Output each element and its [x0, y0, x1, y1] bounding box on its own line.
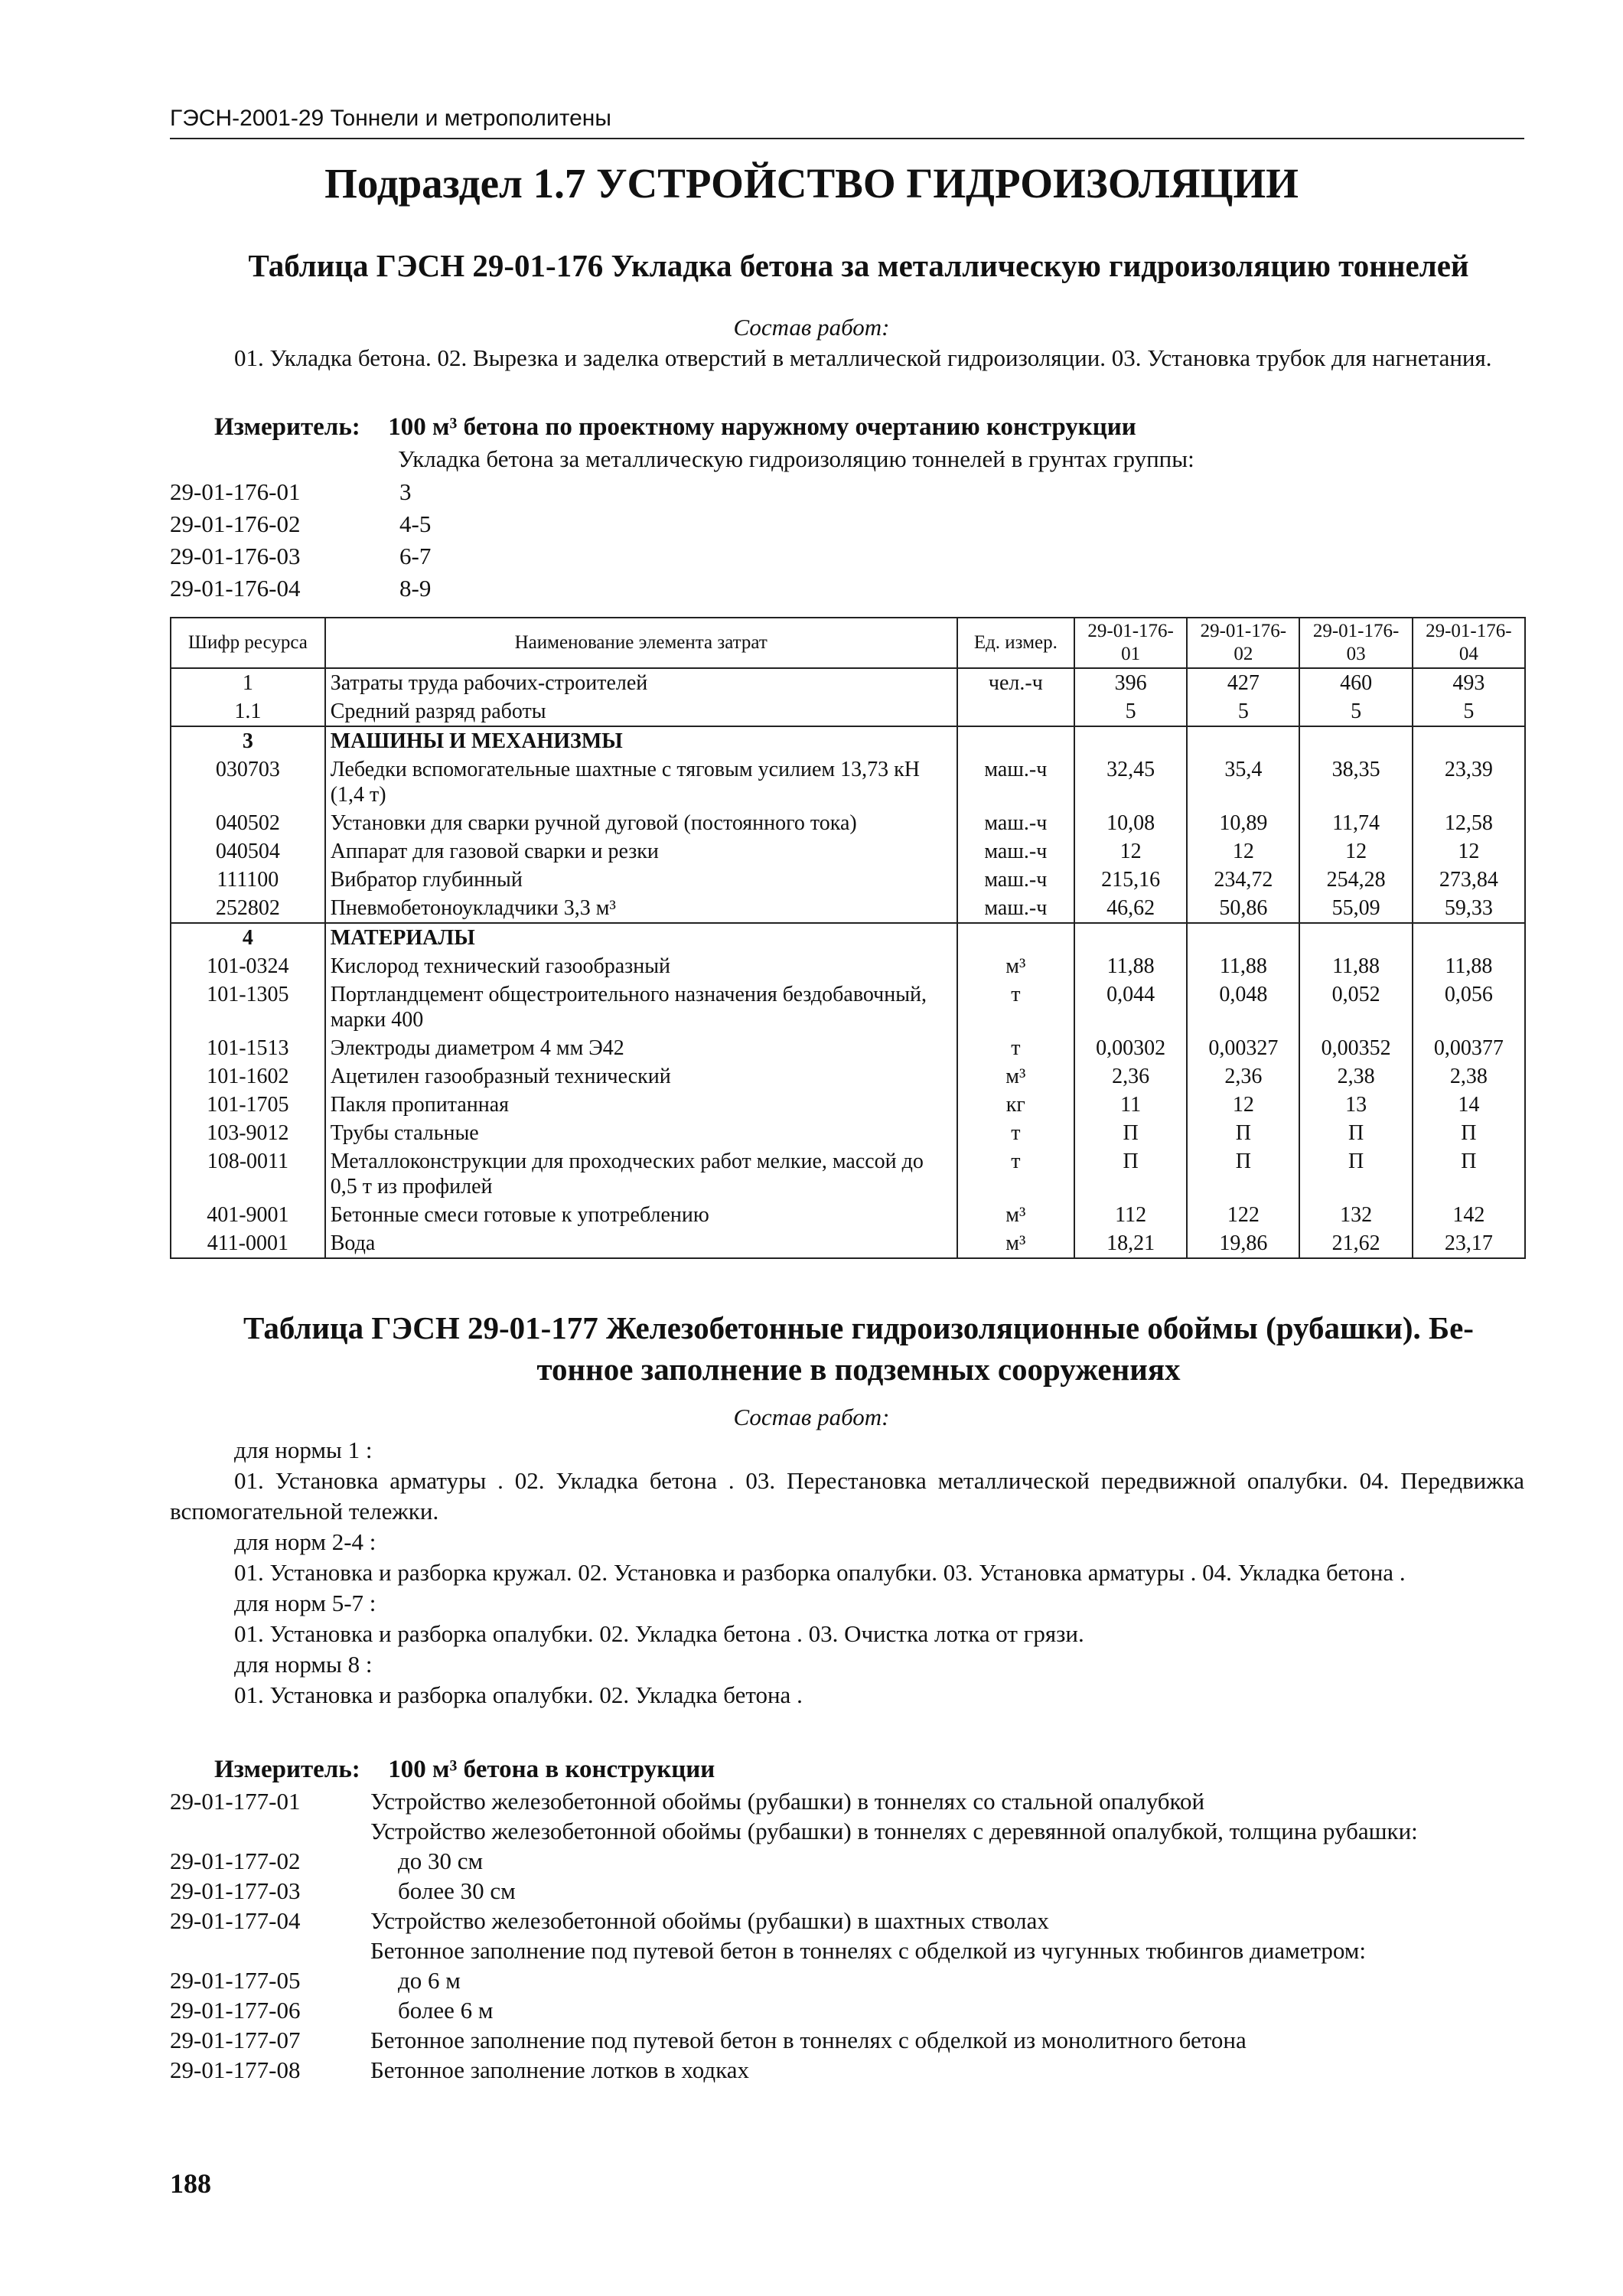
norm-description: Устройство железобетонной обоймы (рубашки) в тоннелях со стальной опалубкой — [370, 1788, 1205, 1815]
table-row — [171, 726, 1525, 755]
resource-name: Пневмобетоноукладчики 3,3 м³ — [325, 894, 957, 923]
header-norm-2: 29-01-176-02 — [1187, 618, 1299, 668]
norm-row — [170, 2025, 1532, 2055]
running-header: ГЭСН-2001-29 Тоннели и метрополитены — [170, 106, 1524, 139]
norm-code: 29-01-177-01 — [170, 1788, 301, 1815]
resource-name: Вода — [325, 1229, 957, 1258]
resource-value — [1187, 923, 1299, 952]
resource-value — [1074, 923, 1187, 952]
table-177-meter — [214, 1756, 715, 1784]
header-name: Наименование элемента затрат — [325, 618, 957, 668]
resource-value: 215,16 — [1074, 866, 1187, 894]
resource-value: 35,4 — [1187, 755, 1299, 809]
resource-code: 3 — [171, 726, 325, 755]
section-title: Подраздел 1.7 УСТРОЙСТВО ГИДРОИЗОЛЯЦИИ — [324, 160, 1299, 207]
resource-code: 101-0324 — [171, 952, 325, 980]
norm-description: Устройство железобетонной обоймы (рубашки) в шахтных стволах — [370, 1907, 1049, 1934]
resource-value: 122 — [1187, 1201, 1299, 1229]
resource-value: 59,33 — [1413, 894, 1525, 923]
resource-value: 13 — [1299, 1091, 1412, 1119]
norm-row — [170, 1816, 1532, 1846]
resource-value — [1299, 726, 1412, 755]
resource-value: 0,048 — [1187, 980, 1299, 1034]
table-176-meter — [214, 413, 1136, 442]
norm-group: 8-9 — [399, 575, 432, 602]
resource-value: 234,72 — [1187, 866, 1299, 894]
page-number: 188 — [170, 2168, 211, 2199]
resource-code: 103-9012 — [171, 1119, 325, 1147]
table-row — [171, 1034, 1525, 1062]
resource-code: 040502 — [171, 809, 325, 837]
norm-code: 29-01-176-01 — [170, 478, 301, 505]
resource-code: 1 — [171, 668, 325, 697]
resource-unit — [957, 726, 1074, 755]
resource-value: 132 — [1299, 1201, 1412, 1229]
resource-value: 2,38 — [1413, 1062, 1525, 1091]
resource-value: 460 — [1299, 668, 1412, 697]
header-unit: Ед. измер. — [957, 618, 1074, 668]
resource-value: 19,86 — [1187, 1229, 1299, 1258]
table-row — [171, 668, 1525, 697]
table-row — [171, 1091, 1525, 1119]
resource-value: 142 — [1413, 1201, 1525, 1229]
resource-unit: м³ — [957, 1201, 1074, 1229]
resource-name: Электроды диаметром 4 мм Э42 — [325, 1034, 957, 1062]
resource-unit — [957, 697, 1074, 726]
resource-value: 254,28 — [1299, 866, 1412, 894]
table-176-subtitle: Укладка бетона за металлическую гидроизоляцию тоннелей в грунтах группы: — [398, 445, 1194, 472]
table-177-norm-list — [170, 1786, 1532, 2085]
norm-code: 29-01-177-07 — [170, 2027, 301, 2053]
resource-value: 23,39 — [1413, 755, 1525, 809]
resource-code: 040504 — [171, 837, 325, 866]
work-group-label: для нормы 1 : — [234, 1437, 373, 1463]
resource-value: 5 — [1413, 697, 1525, 726]
norm-row — [170, 1965, 1532, 1995]
resource-value: 23,17 — [1413, 1229, 1525, 1258]
resource-value: 11 — [1074, 1091, 1187, 1119]
resource-unit: кг — [957, 1091, 1074, 1119]
norm-group: 3 — [399, 478, 412, 505]
norm-row — [170, 1876, 1532, 1906]
resource-value: 2,38 — [1299, 1062, 1412, 1091]
table-177-work-groups — [170, 1435, 1524, 1711]
norm-row — [170, 540, 552, 572]
resource-code: 030703 — [171, 755, 325, 809]
table-177-title-line1: Таблица ГЭСН 29-01-177 Железобетонные гидроизоляционные обоймы (рубашки). Бе- — [243, 1310, 1474, 1345]
norm-description: более 6 м — [398, 1997, 494, 2024]
norm-row — [170, 1936, 1532, 1965]
resource-value: 10,89 — [1187, 809, 1299, 837]
norm-description: более 30 см — [398, 1877, 516, 1904]
resource-value: 0,00327 — [1187, 1034, 1299, 1062]
resource-value: 0,00352 — [1299, 1034, 1412, 1062]
header-norm-3: 29-01-176-03 — [1299, 618, 1412, 668]
resource-value: 396 — [1074, 668, 1187, 697]
table-header-row — [171, 618, 1525, 668]
resource-value: 10,08 — [1074, 809, 1187, 837]
resource-value — [1413, 923, 1525, 952]
table-177-title-line2: тонное заполнение в подземных сооружениях — [536, 1352, 1181, 1387]
norm-code: 29-01-177-08 — [170, 2056, 301, 2083]
resource-value: 273,84 — [1413, 866, 1525, 894]
meter-value: 100 м³ бетона по проектному наружному очертанию конструкции — [388, 413, 1136, 441]
resource-value: 0,00302 — [1074, 1034, 1187, 1062]
resource-value: 11,88 — [1074, 952, 1187, 980]
norm-row — [170, 1846, 1532, 1876]
resource-value: 12 — [1299, 837, 1412, 866]
table-row — [171, 1201, 1525, 1229]
resource-value: 11,88 — [1299, 952, 1412, 980]
resource-value: 18,21 — [1074, 1229, 1187, 1258]
work-group-text: 01. Установка и разборка кружал. 02. Установка и разборка опалубки. 03. Установка арматуры . 04. Укладка бетона . — [234, 1559, 1406, 1586]
table-row — [171, 809, 1525, 837]
resource-value: 0,044 — [1074, 980, 1187, 1034]
norm-description: до 30 см — [398, 1848, 484, 1874]
resource-value: 0,056 — [1413, 980, 1525, 1034]
table-row — [171, 1147, 1525, 1201]
resource-unit: м³ — [957, 1229, 1074, 1258]
work-group-text: 01. Установка и разборка опалубки. 02. Укладка бетона . 03. Очистка лотка от грязи. — [234, 1620, 1084, 1647]
table-176-norm-list — [170, 476, 552, 605]
resource-value: 2,36 — [1187, 1062, 1299, 1091]
resource-code: 4 — [171, 923, 325, 952]
norm-group: 6-7 — [399, 543, 432, 569]
resource-name: Вибратор глубинный — [325, 866, 957, 894]
resource-code: 111100 — [171, 866, 325, 894]
table-row — [171, 894, 1525, 923]
resource-unit: т — [957, 1119, 1074, 1147]
norm-row — [170, 572, 552, 605]
table-176-title: Таблица ГЭСН 29-01-176 Укладка бетона за металлическую гидроизоляцию тоннелей — [248, 248, 1469, 283]
resource-value: 11,88 — [1187, 952, 1299, 980]
resource-name: Портландцемент общестроительного назначения бездобавочный, марки 400 — [325, 980, 957, 1034]
resource-unit: маш.-ч — [957, 837, 1074, 866]
resource-value: 38,35 — [1299, 755, 1412, 809]
resource-value — [1299, 923, 1412, 952]
resource-value: П — [1413, 1119, 1525, 1147]
resource-value: 11,88 — [1413, 952, 1525, 980]
resource-name: Средний разряд работы — [325, 697, 957, 726]
resource-value: 493 — [1413, 668, 1525, 697]
resource-unit: маш.-ч — [957, 866, 1074, 894]
table-177-work-heading: Состав работ: — [733, 1404, 890, 1430]
resource-value: 12 — [1074, 837, 1187, 866]
resource-value: 427 — [1187, 668, 1299, 697]
resource-code: 101-1705 — [171, 1091, 325, 1119]
resource-code: 1.1 — [171, 697, 325, 726]
resource-name: Трубы стальные — [325, 1119, 957, 1147]
table-row — [171, 980, 1525, 1034]
resource-value: П — [1299, 1119, 1412, 1147]
resource-name: Лебедки вспомогательные шахтные с тяговым усилием 13,73 кН (1,4 т) — [325, 755, 957, 809]
work-group-text: 01. Установка и разборка опалубки. 02. Укладка бетона . — [234, 1681, 803, 1708]
norm-code: 29-01-176-02 — [170, 510, 301, 537]
resource-value: 2,36 — [1074, 1062, 1187, 1091]
resource-value — [1074, 726, 1187, 755]
norm-description: Бетонное заполнение под путевой бетон в тоннелях с обделкой из монолитного бетона — [370, 2027, 1247, 2053]
norm-code: 29-01-177-06 — [170, 1997, 301, 2024]
header-norm-1: 29-01-176-01 — [1074, 618, 1187, 668]
table-row — [171, 952, 1525, 980]
norm-row — [170, 2055, 1532, 2085]
table-row — [171, 755, 1525, 809]
resource-unit: маш.-ч — [957, 755, 1074, 809]
work-group-label: для норм 5-7 : — [234, 1590, 376, 1616]
norm-code: 29-01-177-04 — [170, 1907, 301, 1934]
resource-value: 12 — [1187, 1091, 1299, 1119]
table-176-work-text: 01. Укладка бетона. 02. Вырезка и заделка отверстий в металлической гидроизоляции. 03. Установка трубок для нагнетания. — [234, 344, 1492, 371]
resource-value: 5 — [1074, 697, 1187, 726]
work-group-label: для норм 2-4 : — [234, 1528, 376, 1555]
norm-code: 29-01-177-03 — [170, 1877, 301, 1904]
norm-group: 4-5 — [399, 510, 432, 537]
meter-label: Измеритель: — [214, 1756, 360, 1783]
resource-name: Металлоконструкции для проходческих работ мелкие, массой до 0,5 т из профилей — [325, 1147, 957, 1201]
table-row — [171, 697, 1525, 726]
resource-value: 11,74 — [1299, 809, 1412, 837]
resource-value: 46,62 — [1074, 894, 1187, 923]
norm-code: 29-01-177-02 — [170, 1848, 301, 1874]
resource-value: П — [1074, 1119, 1187, 1147]
resource-code: 101-1513 — [171, 1034, 325, 1062]
norm-description: Бетонное заполнение лотков в ходках — [370, 2056, 749, 2083]
table-row — [171, 1062, 1525, 1091]
table-row — [171, 1229, 1525, 1258]
norm-code — [170, 1816, 370, 1846]
norm-code: 29-01-176-04 — [170, 575, 301, 602]
work-group-label: для нормы 8 : — [234, 1651, 373, 1678]
norm-description: Устройство железобетонной обоймы (рубашки) в тоннелях с деревянной опалубкой, толщина рубашки: — [370, 1818, 1418, 1844]
resource-name: МАШИНЫ И МЕХАНИЗМЫ — [325, 726, 957, 755]
resource-unit: чел.-ч — [957, 668, 1074, 697]
norm-row — [170, 508, 552, 540]
resource-code: 411-0001 — [171, 1229, 325, 1258]
resource-unit — [957, 923, 1074, 952]
table-176-work-heading: Состав работ: — [733, 314, 890, 341]
resource-value: 14 — [1413, 1091, 1525, 1119]
resource-value: П — [1187, 1147, 1299, 1201]
resource-table — [170, 617, 1526, 1259]
norm-row — [170, 1906, 1532, 1936]
resource-value: 12 — [1187, 837, 1299, 866]
table-row — [171, 866, 1525, 894]
resource-name: Установки для сварки ручной дуговой (постоянного тока) — [325, 809, 957, 837]
resource-value: 21,62 — [1299, 1229, 1412, 1258]
norm-row — [170, 1995, 1532, 2025]
resource-name: Кислород технический газообразный — [325, 952, 957, 980]
table-row — [171, 923, 1525, 952]
table-body — [171, 668, 1525, 1258]
resource-name: Затраты труда рабочих-строителей — [325, 668, 957, 697]
resource-code: 108-0011 — [171, 1147, 325, 1201]
resource-unit: т — [957, 980, 1074, 1034]
resource-name: Бетонные смеси готовые к употреблению — [325, 1201, 957, 1229]
resource-unit: м³ — [957, 1062, 1074, 1091]
table-row — [171, 1119, 1525, 1147]
resource-value: 12,58 — [1413, 809, 1525, 837]
norm-code: 29-01-177-05 — [170, 1967, 301, 1994]
norm-row — [170, 476, 552, 508]
norm-code — [170, 1936, 370, 1965]
resource-name: Ацетилен газообразный технический — [325, 1062, 957, 1091]
resource-code: 101-1305 — [171, 980, 325, 1034]
norm-row — [170, 1786, 1532, 1816]
resource-value: П — [1299, 1147, 1412, 1201]
resource-value: 0,052 — [1299, 980, 1412, 1034]
norm-description: Бетонное заполнение под путевой бетон в тоннелях с обделкой из чугунных тюбингов диаметром: — [370, 1937, 1367, 1964]
work-group-text: 01. Установка арматуры . 02. Укладка бетона . 03. Перестановка металлической передвижной опалубки. 04. Передвижка вспомогательной тележки. — [170, 1467, 1524, 1525]
resource-unit: т — [957, 1034, 1074, 1062]
resource-value: 0,00377 — [1413, 1034, 1525, 1062]
resource-code: 101-1602 — [171, 1062, 325, 1091]
header-code: Шифр ресурса — [171, 618, 325, 668]
resource-value: 12 — [1413, 837, 1525, 866]
norm-description: до 6 м — [398, 1967, 461, 1994]
meter-value: 100 м³ бетона в конструкции — [388, 1756, 715, 1783]
table-row — [171, 837, 1525, 866]
header-norm-4: 29-01-176-04 — [1413, 618, 1525, 668]
resource-code: 401-9001 — [171, 1201, 325, 1229]
resource-code: 252802 — [171, 894, 325, 923]
resource-name: Пакля пропитанная — [325, 1091, 957, 1119]
resource-name: МАТЕРИАЛЫ — [325, 923, 957, 952]
resource-value — [1187, 726, 1299, 755]
meter-label: Измеритель: — [214, 413, 360, 441]
resource-value: 32,45 — [1074, 755, 1187, 809]
resource-value: П — [1187, 1119, 1299, 1147]
resource-value: 5 — [1187, 697, 1299, 726]
resource-value: 50,86 — [1187, 894, 1299, 923]
resource-unit: м³ — [957, 952, 1074, 980]
norm-code: 29-01-176-03 — [170, 543, 301, 569]
table-177-title — [170, 1307, 1547, 1390]
resource-value: 5 — [1299, 697, 1412, 726]
resource-unit: маш.-ч — [957, 809, 1074, 837]
resource-value — [1413, 726, 1525, 755]
resource-value: П — [1074, 1147, 1187, 1201]
resource-unit: маш.-ч — [957, 894, 1074, 923]
resource-name: Аппарат для газовой сварки и резки — [325, 837, 957, 866]
resource-unit: т — [957, 1147, 1074, 1201]
resource-value: П — [1413, 1147, 1525, 1201]
resource-value: 112 — [1074, 1201, 1187, 1229]
resource-value: 55,09 — [1299, 894, 1412, 923]
